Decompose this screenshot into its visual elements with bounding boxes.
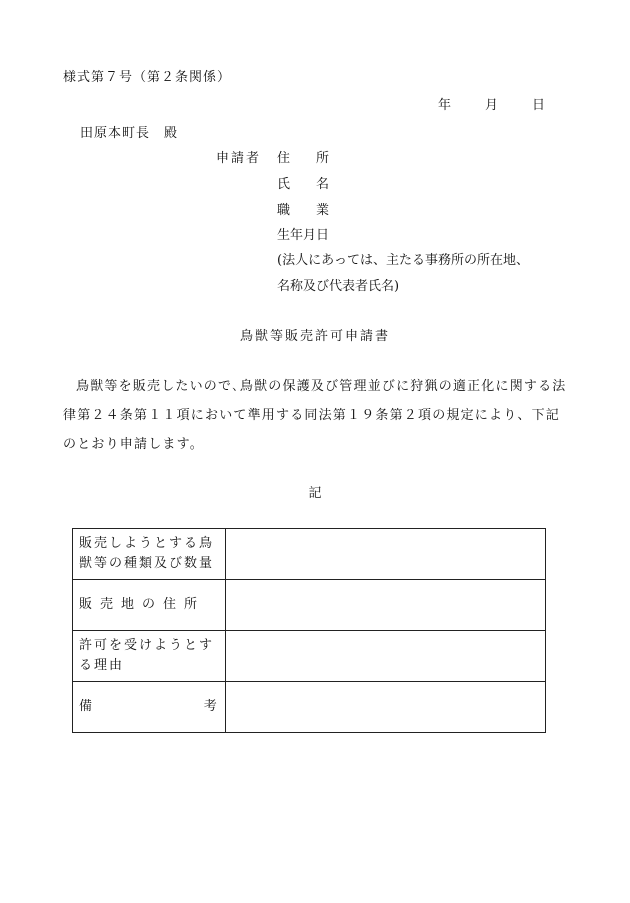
remarks-label [73, 682, 226, 733]
reason-label: 許可を受けようとする理由 [73, 631, 226, 682]
addressee: 田原本町長 殿 [80, 126, 179, 141]
applicant-corporate-note-2: 名称及び代表者氏名) [277, 279, 400, 294]
date-day: 日 [532, 98, 546, 113]
species-quantity-field[interactable] [225, 529, 545, 580]
form-number: 様式第７号（第２条関係） [63, 70, 232, 85]
remarks-label-a: 備 [79, 699, 95, 714]
remarks-label-b: 考 [203, 699, 219, 714]
applicant-corporate-note-1: (法人にあっては、主たる事務所の所在地、 [277, 253, 529, 268]
table-row-sales-address [73, 580, 546, 631]
document-title: 鳥獣等販売許可申請書 [239, 329, 390, 344]
details-table [72, 528, 546, 733]
table-row-remarks [73, 682, 546, 733]
sales-address-label: 販売地の住所 [73, 580, 226, 631]
sales-address-field[interactable] [225, 580, 545, 631]
applicant-name-label: 氏 名 [277, 177, 330, 192]
table-row-species [73, 529, 546, 580]
applicant-address-label: 住 所 [277, 151, 330, 166]
date-year: 年 [438, 98, 452, 113]
applicant-birthdate-label: 生年月日 [277, 228, 330, 243]
reason-field[interactable] [225, 631, 545, 682]
body-paragraph: 鳥獣等を販売したいので､鳥獣の保護及び管理並びに狩猟の適正化に関する法律第２４条第１１項において準用する同法第１９条第２項の規定により、下記のとおり申請します。 [63, 379, 567, 452]
applicant-occupation-label: 職 業 [277, 203, 330, 218]
ki-heading: 記 [308, 486, 322, 501]
table-row-reason [73, 631, 546, 682]
date-month: 月 [485, 98, 499, 113]
remarks-field[interactable] [225, 682, 545, 733]
date-line [438, 94, 545, 113]
applicant-label: 申請者 [216, 151, 262, 166]
species-quantity-label: 販売しようとする鳥獣等の種類及び数量 [73, 529, 226, 580]
